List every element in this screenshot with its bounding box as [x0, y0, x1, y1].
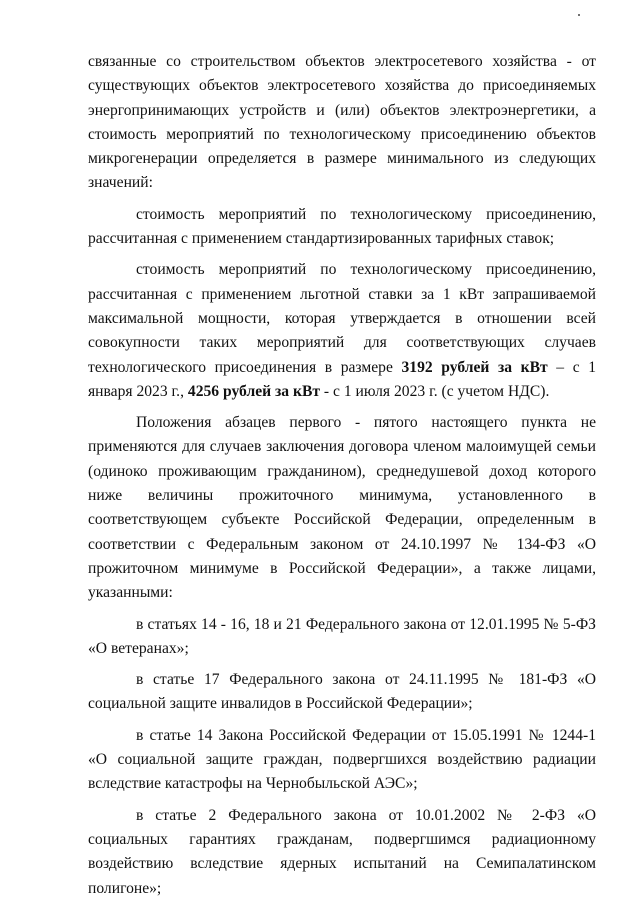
paragraph-text: в статье 17 Федерального закона от 24.11.1995 № 181-ФЗ «О социальной защите инвалидов в Российской Федерации»; [88, 671, 596, 713]
paragraph [88, 203, 596, 252]
paragraph-text: в статье 2 Федерального закона от 10.01.2002 № 2-ФЗ «О социальных гарантиях гражданам, подвергшимся радиационному воздействию вследствие ядерных испытаний на Семипалатинском полигоне»; [88, 806, 596, 897]
bold-text: 3192 рублей за кВт [401, 358, 548, 376]
paragraph [88, 411, 596, 605]
paragraph [88, 258, 596, 404]
bold-text: 4256 рублей за кВт [187, 382, 321, 400]
paragraph-text: стоимость мероприятий по технологическому присоединению, рассчитанная с применением стандартизированных тарифных ставок; [88, 205, 596, 248]
document-body [88, 50, 596, 908]
paragraph [88, 50, 596, 196]
paragraph-text: – с 1 января 2023 г., [88, 358, 597, 400]
page-mark [578, 14, 580, 16]
paragraph-text: связанные со строительством объектов электросетевого хозяйства - от существующих объектов электросетевого хозяйства до присоединяемых энергопринимающих устройств и (или) объектов электроэнергетики, а стоимость мероприятий по технологическому присоединению объектов микрогенерации определяется в размере минимального из следующих значений: [88, 53, 596, 192]
paragraph [88, 613, 596, 662]
paragraph [88, 804, 596, 901]
paragraph-text: Положения абзацев первого - пятого настоящего пункта не применяются для случаев заключения договора членом малоимущей семьи (одиноко проживающим гражданином), среднедушевой доход которого ниже величины прожиточного минимума, установленного в соответствующем субъекте Российской Федерации, определенным в соответствии с Федеральным законом от 24.10.1997 № 134-ФЗ «О прожиточном минимуме в Российской Федерации», а также лицами, указанными: [88, 414, 596, 602]
paragraph-text: - с 1 июля 2023 г. (с учетом НДС). [320, 382, 550, 400]
paragraph-text: в статье 14 Закона Российской Федерации от 15.05.1991 № 1244-1 «О социальной защите граждан, подвергшихся воздействию радиации вследствие катастрофы на Чернобыльской АЭС»; [88, 726, 596, 793]
paragraph [88, 724, 596, 797]
paragraph-text: в статьях 14 - 16, 18 и 21 Федерального закона от 12.01.1995 № 5-ФЗ «О ветеранах»; [88, 615, 596, 657]
paragraph [88, 668, 596, 717]
paragraph-text: стоимость мероприятий по технологическому присоединению, рассчитанная с применением льготной ставки за 1 кВт запрашиваемой максимальной мощности, которая утверждается в отношении всей совокупности таких мероприятий для соответствующих случаев технологического присоединения в размере [88, 261, 596, 376]
